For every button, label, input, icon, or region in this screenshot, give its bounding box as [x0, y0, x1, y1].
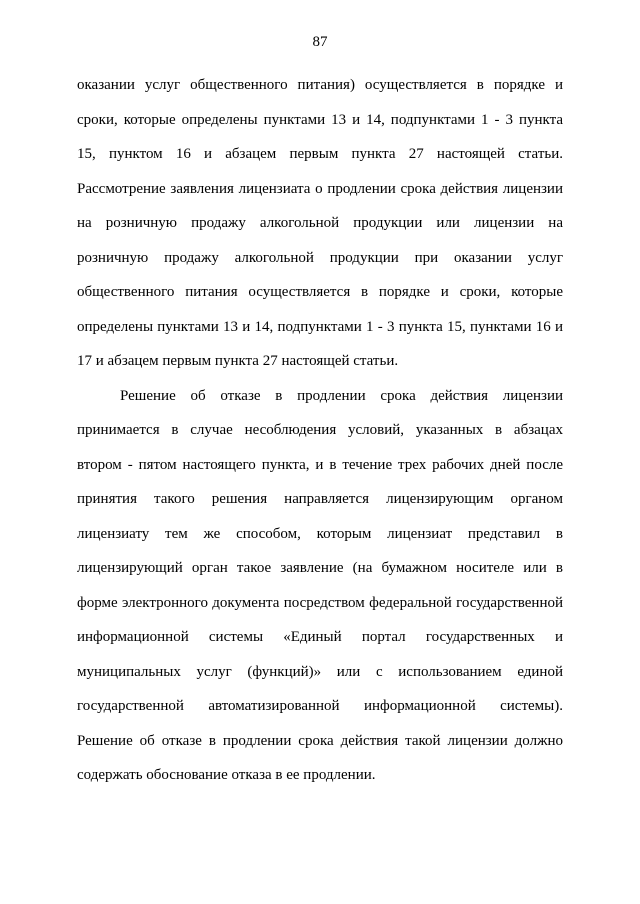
paragraph-2: [77, 379, 563, 793]
text-line: принятия такого решения направляется лицензирующим органом: [77, 491, 563, 507]
text-line: сроки, которые определены пунктами 13 и 14, подпунктами 1 - 3 пункта: [77, 111, 563, 128]
text-line: информационной системы «Единый портал государственных и: [77, 629, 563, 645]
text-line: лицензиату тем же способом, которым лицензиат представил в: [77, 525, 563, 542]
text-line: 15, пунктом 16 и абзацем первым пункта 27 настоящей статьи.: [77, 146, 563, 162]
text-line: государственной автоматизированной информационной системы).: [77, 698, 563, 714]
text-line: на розничную продажу алкогольной продукции или лицензии на: [77, 215, 563, 231]
text-line: общественного питания осуществляется в порядке и сроки, которые: [77, 284, 563, 300]
text-line: форме электронного документа посредством федеральной государственной: [77, 594, 563, 611]
paragraph-1: [77, 68, 563, 379]
text-line: муниципальных услуг (функций)» или с использованием единой: [77, 663, 563, 680]
text-line: принимается в случае несоблюдения условий, указанных в абзацах: [77, 422, 563, 438]
text-line: Решение об отказе в продлении срока действия такой лицензии должно: [77, 732, 563, 749]
text-line: Рассмотрение заявления лицензиата о продлении срока действия лицензии: [77, 180, 563, 197]
text-line: Решение об отказе в продлении срока действия лицензии: [120, 387, 563, 404]
text-line: оказании услуг общественного питания) осуществляется в порядке и: [77, 77, 563, 93]
body-text: [77, 68, 563, 793]
text-line: содержать обоснование отказа в ее продлении.: [77, 767, 376, 783]
text-line: 17 и абзацем первым пункта 27 настоящей статьи.: [77, 353, 399, 369]
text-line: втором - пятом настоящего пункта, и в течение трех рабочих дней после: [77, 456, 563, 473]
text-line: лицензирующий орган такое заявление (на бумажном носителе или в: [77, 560, 563, 576]
text-line: определены пунктами 13 и 14, подпунктами 1 - 3 пункта 15, пунктами 16 и: [77, 318, 563, 335]
text-line: розничную продажу алкогольной продукции при оказании услуг: [77, 249, 563, 266]
page-number: 87: [312, 34, 328, 50]
